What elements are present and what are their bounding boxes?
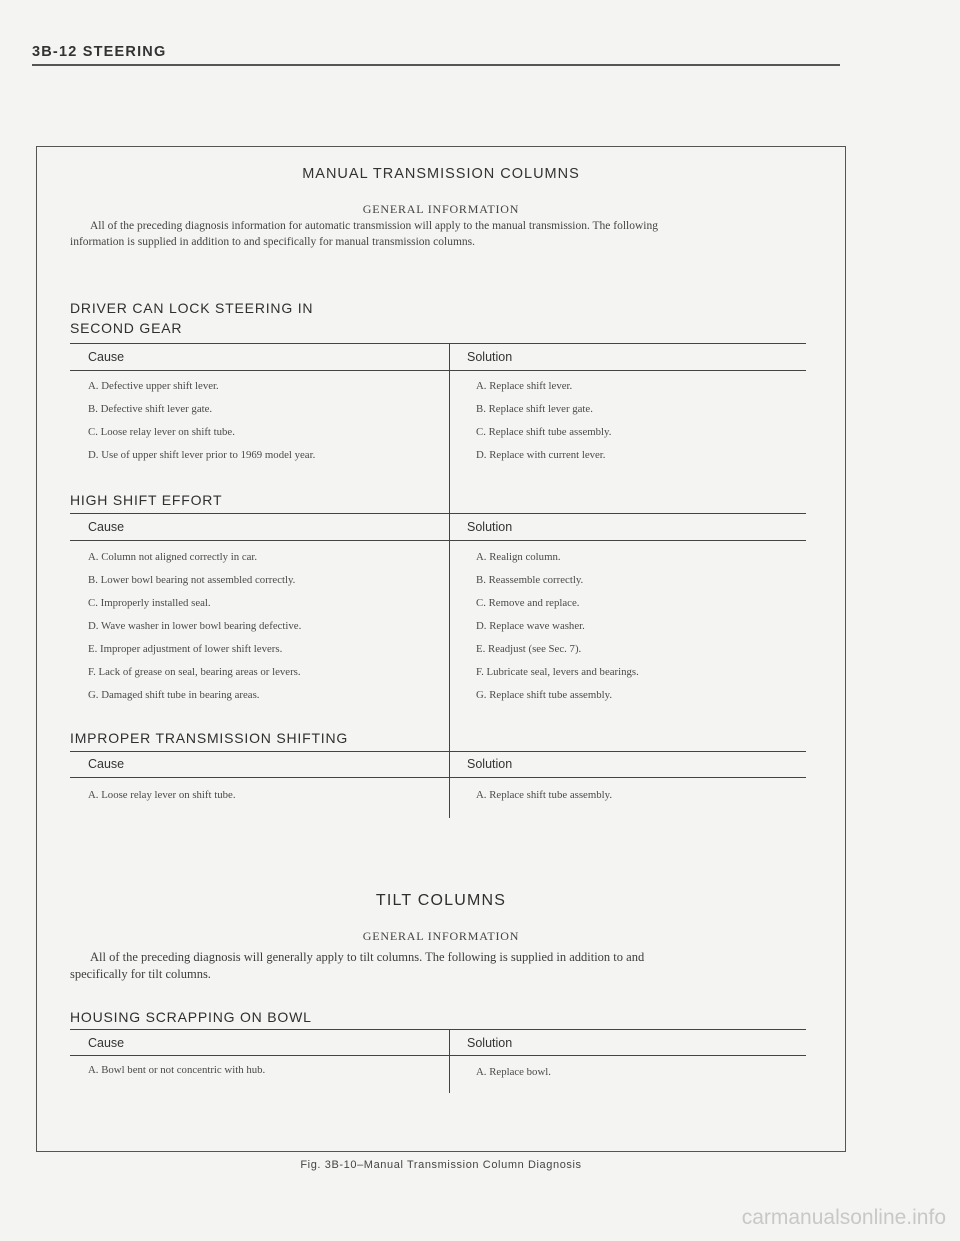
- table-header-rule: [70, 777, 806, 778]
- table-row-cause: A. Loose relay lever on shift tube.: [88, 789, 236, 801]
- section-housing-title: HOUSING SCRAPPING ON BOWL: [70, 1009, 312, 1025]
- manual-intro-line1: All of the preceding diagnosis information for automatic transmission will apply to the manual transmission. The following: [90, 220, 658, 232]
- table-row-cause: A. Column not aligned correctly in car.: [88, 551, 258, 563]
- table-row-solution: A. Replace bowl.: [476, 1066, 551, 1078]
- column-divider: [449, 1029, 450, 1093]
- table-row-solution: A. Realign column.: [476, 551, 561, 563]
- solution-header: Solution: [467, 757, 513, 771]
- column-divider: [449, 751, 450, 818]
- table-top-rule: [70, 513, 806, 514]
- table-row-solution: E. Readjust (see Sec. 7).: [476, 643, 582, 655]
- table-row-solution: F. Lubricate seal, levers and bearings.: [476, 666, 639, 678]
- table-row-cause: G. Damaged shift tube in bearing areas.: [88, 689, 260, 701]
- section-improper-title: IMPROPER TRANSMISSION SHIFTING: [70, 730, 349, 746]
- table-row-solution: A. Replace shift tube assembly.: [476, 789, 613, 801]
- tilt-subtitle: GENERAL INFORMATION: [362, 929, 520, 943]
- table-row-solution: B. Reassemble correctly.: [476, 574, 584, 586]
- cause-header: Cause: [88, 1036, 125, 1050]
- cause-header: Cause: [88, 520, 125, 534]
- table-row-cause: C. Loose relay lever on shift tube.: [88, 426, 235, 438]
- manual-subtitle: GENERAL INFORMATION: [362, 202, 520, 216]
- cause-header: Cause: [88, 350, 125, 364]
- tilt-intro-line2: specifically for tilt columns.: [70, 967, 211, 981]
- section-effort-title: HIGH SHIFT EFFORT: [70, 492, 223, 508]
- table-header-rule: [70, 370, 806, 371]
- table-top-rule: [70, 751, 806, 752]
- section-lock-title-line1: DRIVER CAN LOCK STEERING IN: [70, 300, 314, 316]
- solution-header: Solution: [467, 1036, 513, 1050]
- table-row-solution: C. Replace shift tube assembly.: [476, 426, 612, 438]
- table-row-cause: B. Defective shift lever gate.: [88, 403, 213, 415]
- header-rule: [32, 64, 840, 66]
- table-row-cause: C. Improperly installed seal.: [88, 597, 211, 609]
- manual-title: MANUAL TRANSMISSION COLUMNS: [302, 166, 580, 182]
- table-row-cause: A. Bowl bent or not concentric with hub.: [88, 1064, 266, 1076]
- section-lock-title-line2: SECOND GEAR: [70, 320, 183, 336]
- tilt-title: TILT COLUMNS: [375, 892, 507, 909]
- figure-caption: Fig. 3B-10–Manual Transmission Column Diagnosis: [300, 1159, 582, 1171]
- table-row-cause: F. Lack of grease on seal, bearing areas or levers.: [88, 666, 301, 678]
- manual-intro-line2: information is supplied in addition to and specifically for manual transmission columns.: [70, 236, 475, 248]
- page-header: 3B-12 STEERING: [32, 44, 167, 60]
- table-row-solution: C. Remove and replace.: [476, 597, 580, 609]
- table-row-cause: B. Lower bowl bearing not assembled correctly.: [88, 574, 296, 586]
- table-top-rule: [70, 343, 806, 344]
- watermark-link[interactable]: carmanualsonline.info: [741, 1206, 946, 1229]
- table-row-solution: A. Replace shift lever.: [476, 380, 573, 392]
- table-row-cause: A. Defective upper shift lever.: [88, 380, 219, 392]
- table-row-solution: D. Replace with current lever.: [476, 449, 606, 461]
- solution-header: Solution: [467, 350, 513, 364]
- solution-header: Solution: [467, 520, 513, 534]
- table-row-cause: D. Use of upper shift lever prior to 1969 model year.: [88, 449, 316, 461]
- table-row-cause: D. Wave washer in lower bowl bearing defective.: [88, 620, 302, 632]
- table-row-solution: G. Replace shift tube assembly.: [476, 689, 613, 701]
- table-row-cause: E. Improper adjustment of lower shift levers.: [88, 643, 283, 655]
- table-header-rule: [70, 1055, 806, 1056]
- cause-header: Cause: [88, 757, 125, 771]
- column-divider: [449, 343, 450, 767]
- tilt-intro-line1: All of the preceding diagnosis will generally apply to tilt columns. The following is supplied in addition to and: [90, 950, 645, 964]
- table-top-rule: [70, 1029, 806, 1030]
- table-row-solution: D. Replace wave washer.: [476, 620, 585, 632]
- table-header-rule: [70, 540, 806, 541]
- table-row-solution: B. Replace shift lever gate.: [476, 403, 593, 415]
